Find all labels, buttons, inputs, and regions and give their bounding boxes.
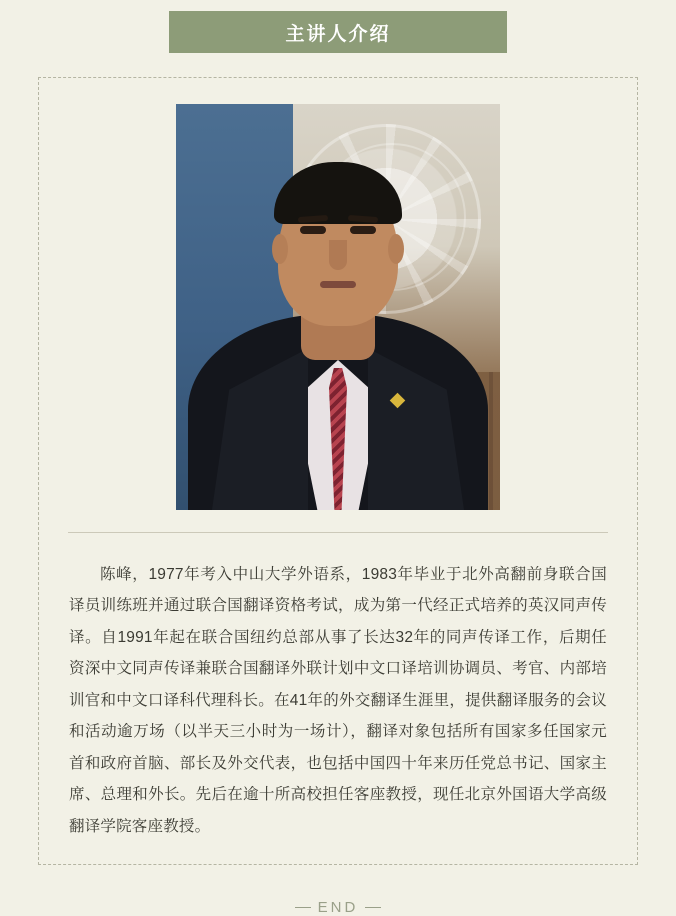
title-banner-container	[0, 0, 676, 53]
ear-left	[272, 234, 288, 264]
content-frame	[38, 77, 638, 865]
end-label: END	[317, 899, 359, 916]
portrait-container	[39, 104, 637, 510]
page-title: 主讲人介绍	[169, 11, 507, 53]
eye-left	[300, 226, 326, 234]
divider	[68, 532, 608, 533]
hair	[274, 162, 402, 224]
ear-right	[388, 234, 404, 264]
mouth	[320, 281, 356, 288]
eye-right	[350, 226, 376, 234]
end-dash-left-icon	[295, 907, 311, 909]
speaker-photo	[176, 104, 500, 510]
speaker-figure	[176, 104, 500, 510]
speaker-biography: 陈峰，1977年考入中山大学外语系，1983年毕业于北外高翻前身联合国译员训练班并通过联合国翻译资格考试，成为第一代经正式培养的英汉同声传译。自1991年起在联合国纽约总部从事了长达32年的同声传译工作，后期任资深中文同声传译兼联合国翻译外联计划中文口译培训协调员、考官、内部培训官和中文口译科代理科长。在41年的外交翻译生涯里，提供翻译服务的会议和活动逾万场（以半天三小时为一场计），翻译对象包括所有国家多任国家元首和政府首脑、部长及外交代表，也包括中国四十年来历任党总书记、国家主席、总理和外长。先后在逾十所高校担任客座教授，现任北京外国语大学高级翻译学院客座教授。	[69, 566, 607, 835]
end-dash-right-icon	[365, 907, 381, 909]
nose	[329, 240, 347, 270]
